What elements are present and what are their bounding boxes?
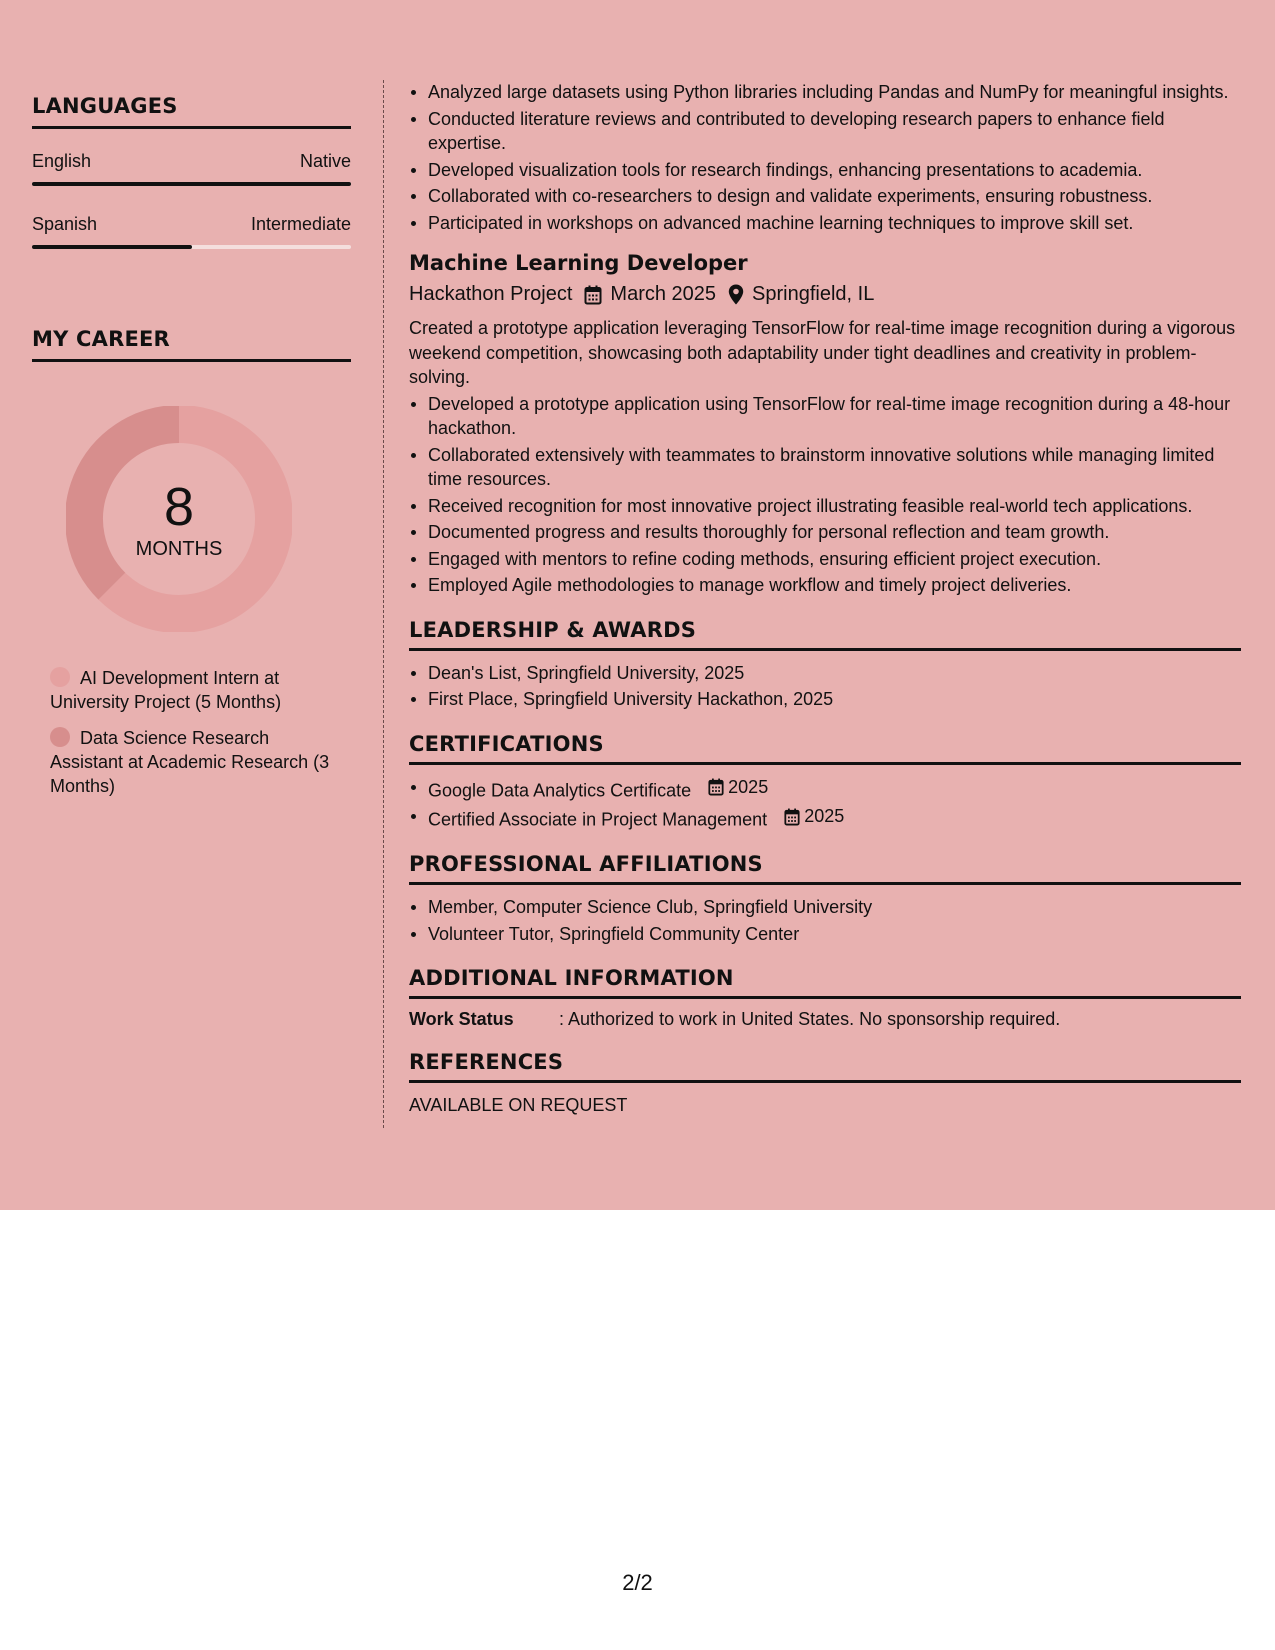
list-item (409, 804, 1241, 832)
job-date: March 2025 (610, 283, 717, 305)
cert-name: Certified Associate in Project Management (428, 809, 768, 830)
list-item: Documented progress and results thoroughly for personal reflection and team growth. (409, 520, 1241, 545)
language-bar (32, 182, 351, 186)
job-description: Created a prototype application leveraging TensorFlow for real-time image recognition during a vigorous weekend competition, showcasing both adaptability under tight deadlines and creativity in problem-solving. (409, 318, 1236, 387)
legend-item: Data Science Research Assistant at Academic Research (3 Months) (50, 728, 330, 796)
certifications-title: CERTIFICATIONS (409, 732, 1241, 765)
additional-section (409, 966, 1241, 1030)
references-title: REFERENCES (409, 1050, 1241, 1083)
job-company: Hackathon Project (409, 283, 573, 305)
additional-title: ADDITIONAL INFORMATION (409, 966, 1241, 999)
languages-title: LANGUAGES (32, 94, 351, 129)
career-unit: MONTHS (135, 537, 223, 560)
cert-year: 2025 (804, 806, 845, 827)
work-status-value: : Authorized to work in United States. No sponsorship required. (559, 1009, 1061, 1029)
references-text: AVAILABLE ON REQUEST (409, 1095, 628, 1115)
list-item (409, 775, 1241, 803)
language-bar-fill (32, 182, 351, 186)
references-section (409, 1050, 1241, 1116)
cert-name: Google Data Analytics Certificate (428, 779, 692, 800)
career-title: MY CAREER (32, 327, 351, 362)
list-item: Volunteer Tutor, Springfield Community Center (409, 922, 1241, 947)
language-bar (32, 245, 351, 249)
list-item: Participated in workshops on advanced machine learning techniques to improve skill set. (409, 211, 1241, 236)
page-number: 2/2 (622, 1570, 653, 1595)
job-location: Springfield, IL (752, 283, 875, 305)
affiliations-title: PROFESSIONAL AFFILIATIONS (409, 852, 1241, 885)
job-meta (409, 283, 1241, 306)
career-donut-chart (66, 406, 292, 632)
language-english (32, 151, 351, 186)
work-status-label: Work Status (409, 1009, 514, 1029)
location-pin-icon (728, 284, 744, 305)
calendar-icon (584, 285, 602, 305)
right-column (409, 80, 1241, 1116)
calendar-icon (784, 808, 800, 826)
list-item: First Place, Springfield University Hackathon, 2025 (409, 687, 1241, 712)
language-spanish (32, 214, 351, 249)
list-item: Conducted literature reviews and contributed to developing research papers to enhance field expertise. (409, 107, 1241, 156)
language-name: English (32, 151, 92, 171)
previous-job-bullets (409, 80, 1241, 235)
list-item: Analyzed large datasets using Python libraries including Pandas and NumPy for meaningful insights. (409, 80, 1241, 105)
language-bar-fill (32, 245, 192, 249)
job-bullets (409, 392, 1241, 598)
leadership-section (409, 618, 1241, 712)
career-legend (50, 666, 340, 798)
legend-dot (50, 667, 70, 687)
legend-item: AI Development Intern at University Project (5 Months) (50, 668, 282, 712)
language-level: Native (299, 151, 351, 171)
list-item: Developed visualization tools for research findings, enhancing presentations to academia. (409, 158, 1241, 183)
list-item: Developed a prototype application using TensorFlow for real-time image recognition during a 48-hour hackathon. (409, 392, 1241, 441)
list-item: Engaged with mentors to refine coding methods, ensuring efficient project execution. (409, 547, 1241, 572)
certifications-section (409, 732, 1241, 833)
list-item: Dean's List, Springfield University, 2025 (409, 661, 1241, 686)
column-divider (383, 80, 384, 1128)
job-title: Machine Learning Developer (409, 251, 748, 275)
list-item: Collaborated with co-researchers to design and validate experiments, ensuring robustness. (409, 184, 1241, 209)
leadership-title: LEADERSHIP & AWARDS (409, 618, 1241, 651)
cert-year: 2025 (728, 776, 769, 797)
list-item: Collaborated extensively with teammates to brainstorm innovative solutions while managing limited time resources. (409, 443, 1241, 492)
list-item: Received recognition for most innovative project illustrating feasible real-world tech applications. (409, 494, 1241, 519)
language-name: Spanish (32, 214, 98, 234)
calendar-icon (708, 778, 724, 796)
affiliations-section (409, 852, 1241, 946)
list-item: Employed Agile methodologies to manage workflow and timely project deliveries. (409, 573, 1241, 598)
left-column (32, 94, 351, 798)
career-total: 8 (163, 476, 195, 537)
list-item: Member, Computer Science Club, Springfield University (409, 895, 1241, 920)
language-level: Intermediate (250, 214, 351, 234)
legend-dot (50, 727, 70, 747)
